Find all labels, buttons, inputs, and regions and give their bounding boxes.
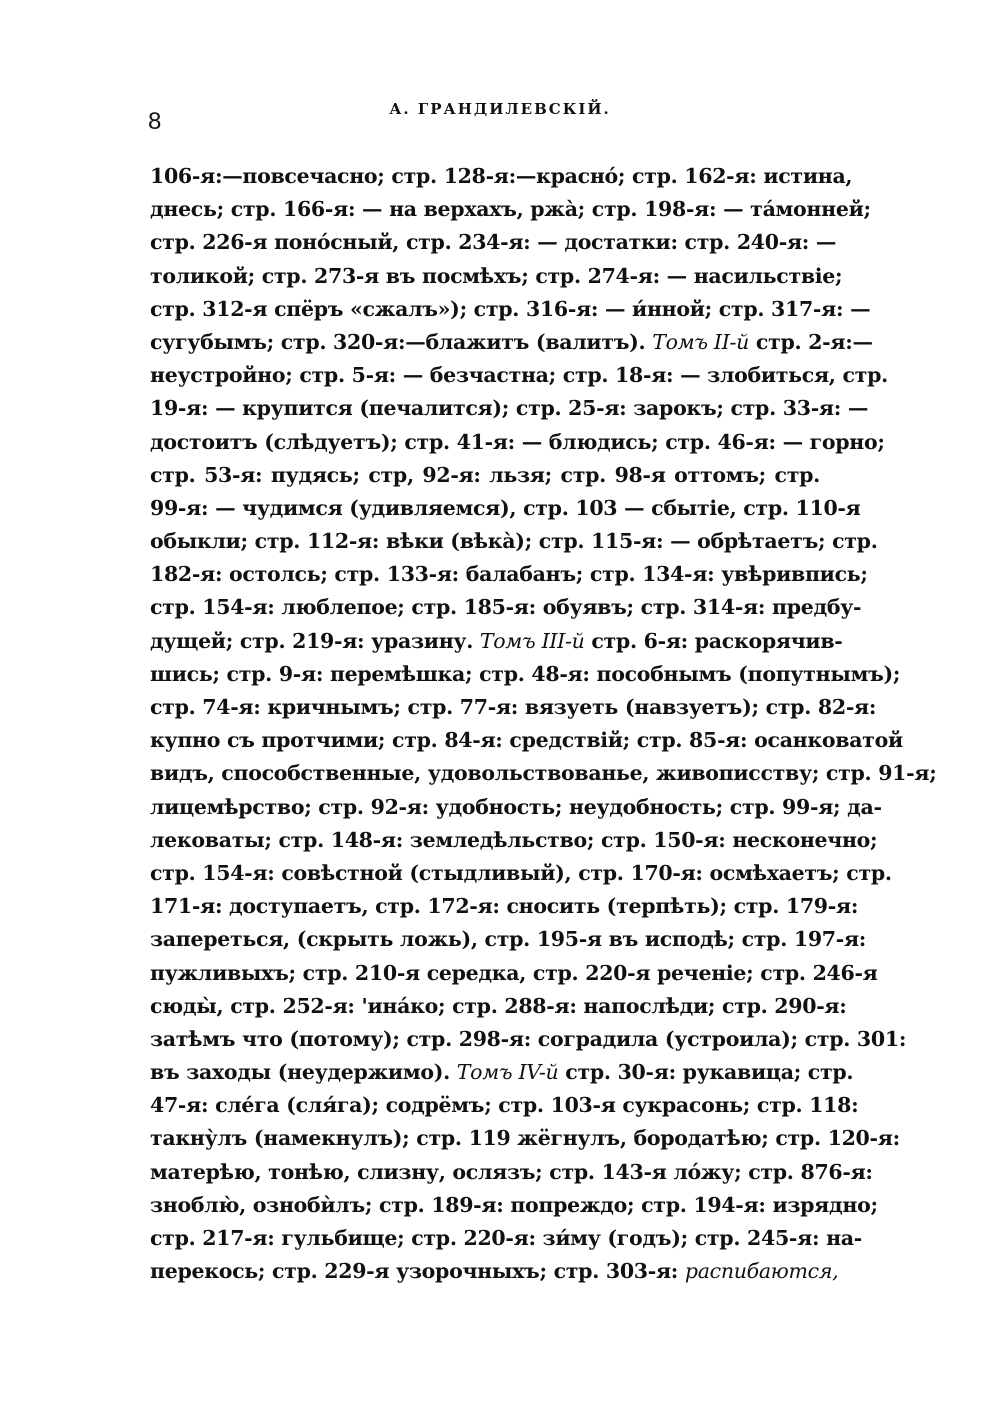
text-line [150, 525, 878, 558]
text-segment: зноблю̀, ознобѝлъ; стр. 189-я: попреждо; стр. 194-я: изрядно; [150, 1192, 878, 1217]
text-segment: въ заходы (неудержимо). [150, 1060, 457, 1085]
text-line [150, 658, 901, 691]
text-segment: лицемѣрство; стр. 92-я: удобность; неудобность; стр. 99-я; да- [150, 794, 882, 819]
text-line [150, 492, 861, 525]
text-segment: стр. 154-я: совѣстной (стыдливый), стр. 170-я: осмѣхаетъ; стр. [150, 860, 892, 885]
text-segment: 171-я: доступаетъ, стр. 172-я: сносить (терпѣть); стр. 179-я: [150, 894, 859, 919]
text-segment: стр. 2-я:— [749, 329, 873, 354]
italic-text: Томъ III-й [479, 628, 585, 653]
text-segment: 99-я: — чудимся (удивляемся), стр. 103 — сбытіе, стр. 110-я [150, 495, 861, 520]
text-segment: сюды̀, стр. 252-я: 'ина́ко; стр. 288-я: напослѣди; стр. 290-я: [150, 993, 847, 1018]
text-segment: неустройно; стр. 5-я: — безчастна; стр. 18-я: — злобиться, стр. [150, 363, 888, 388]
text-segment: матерѣю, тонѣю, слизну, ослязъ; стр. 143-я ло́жу; стр. 876-я: [150, 1159, 873, 1184]
text-line [150, 890, 859, 923]
text-line [150, 1089, 859, 1122]
italic-text: Томъ IV-й [456, 1060, 559, 1085]
text-segment: стр. 53-я: пудясь; стр, 92-я: льзя; стр. 98-я оттомъ; стр. [150, 462, 820, 487]
text-segment: запереться, (скрыть ложь), стр. 195-я въ исподѣ; стр. 197-я: [150, 927, 867, 952]
text-line [150, 558, 868, 591]
text-line [150, 193, 871, 226]
text-segment: 182-я: остолсь; стр. 133-я: балабанъ; стр. 134-я: увѣривпись; [150, 562, 868, 587]
text-line [150, 1189, 878, 1222]
text-segment: днесь; стр. 166-я: — на верхахъ, ржа̀; стр. 198-я: — та́монней; [150, 197, 871, 222]
text-segment: видъ, способственные, удовольствованье, живописству; стр. 91-я; [150, 761, 937, 786]
text-line [150, 990, 847, 1023]
text-line [150, 359, 888, 392]
text-line [150, 226, 837, 259]
italic-text: Томъ II-й [652, 329, 750, 354]
text-line [150, 1056, 854, 1089]
text-line [150, 260, 843, 293]
text-segment: дущей; стр. 219-я: уразину. [150, 628, 480, 653]
text-line [150, 1255, 839, 1288]
text-line [150, 1023, 907, 1056]
text-segment: 106-я:—повсечасно; стр. 128-я:—красно́; стр. 162-я: истина, [150, 164, 853, 188]
text-segment: пужливыхъ; стр. 210-я середка, стр. 220-я реченіе; стр. 246-я [150, 960, 878, 985]
italic-text: распибаются, [684, 1259, 839, 1284]
text-segment: стр. 30-я: рукавица; стр. [558, 1060, 854, 1085]
text-segment: 47-я: сле́га (сля́га); содрёмъ; стр. 103-я сукрасонь; стр. 118: [150, 1093, 859, 1118]
running-head: А. ГРАНДИЛЕВСКІЙ. [389, 100, 611, 118]
text-line [150, 426, 885, 459]
text-segment: 19-я: — крупится (печалится); стр. 25-я: зарокъ; стр. 33-я: — [150, 396, 869, 421]
text-segment: такну̀лъ (намекнулъ); стр. 119 жёгнулъ, бородатѣю; стр. 120-я: [150, 1126, 900, 1151]
text-segment: обыкли; стр. 112-я: вѣки (вѣка̀); стр. 115-я: — обрѣтаетъ; стр. [150, 529, 878, 554]
text-line [150, 625, 843, 658]
text-line [150, 824, 878, 857]
text-line [150, 857, 892, 890]
page-body [150, 160, 937, 1288]
text-segment: стр. 312-я спёръ «сжалъ»); стр. 316-я: — и́нной; стр. 317-я: — [150, 296, 871, 321]
text-line [150, 591, 862, 624]
text-line [150, 724, 903, 757]
text-segment: затѣмъ что (потому); стр. 298-я: соградила (устроила); стр. 301: [150, 1026, 907, 1051]
text-segment: достоитъ (слѣдуетъ); стр. 41-я: — блюдись; стр. 46-я: — горно; [150, 429, 885, 454]
text-line [150, 1156, 873, 1189]
text-line [150, 923, 867, 956]
text-line [150, 459, 820, 492]
text-segment: стр. 6-я: раскорячив- [584, 628, 843, 653]
text-segment: стр. 74-я: кричнымъ; стр. 77-я: вязуеть (навзуетъ); стр. 82-я: [150, 695, 877, 719]
text-segment: стр. 226-я поно́сный, стр. 234-я: — достатки: стр. 240-я: — [150, 230, 837, 255]
text-segment: стр. 217-я: гульбище; стр. 220-я: зи́му (годъ); стр. 245-я: на- [150, 1226, 862, 1250]
text-line [150, 791, 882, 824]
text-segment: лековаты; стр. 148-я: земледѣльство; стр. 150-я: несконечно; [150, 827, 878, 852]
text-line [150, 957, 878, 990]
text-line [150, 392, 869, 425]
text-line [150, 1222, 862, 1255]
text-segment: шись; стр. 9-я: перемѣшка; стр. 48-я: пособнымъ (попутнымъ); [150, 661, 901, 686]
text-line [150, 160, 853, 193]
text-line [150, 326, 873, 359]
text-line [150, 757, 937, 790]
text-segment: стр. 154-я: люблепое; стр. 185-я: обуявъ; стр. 314-я: предбу- [150, 595, 862, 620]
text-line [150, 1122, 900, 1155]
text-segment: перекось; стр. 229-я узорочныхъ; стр. 303-я: [150, 1259, 685, 1284]
page-number: 8 [148, 108, 162, 135]
text-segment: толикой; стр. 273-я въ посмѣхъ; стр. 274-я: — насильствіе; [150, 263, 843, 288]
text-segment: сугубымъ; стр. 320-я:—блажитъ (валитъ). [150, 329, 653, 354]
text-line [150, 691, 877, 724]
text-line [150, 293, 871, 326]
text-segment: купно съ протчими; стр. 84-я: средствій; стр. 85-я: осанковатой [150, 728, 903, 753]
